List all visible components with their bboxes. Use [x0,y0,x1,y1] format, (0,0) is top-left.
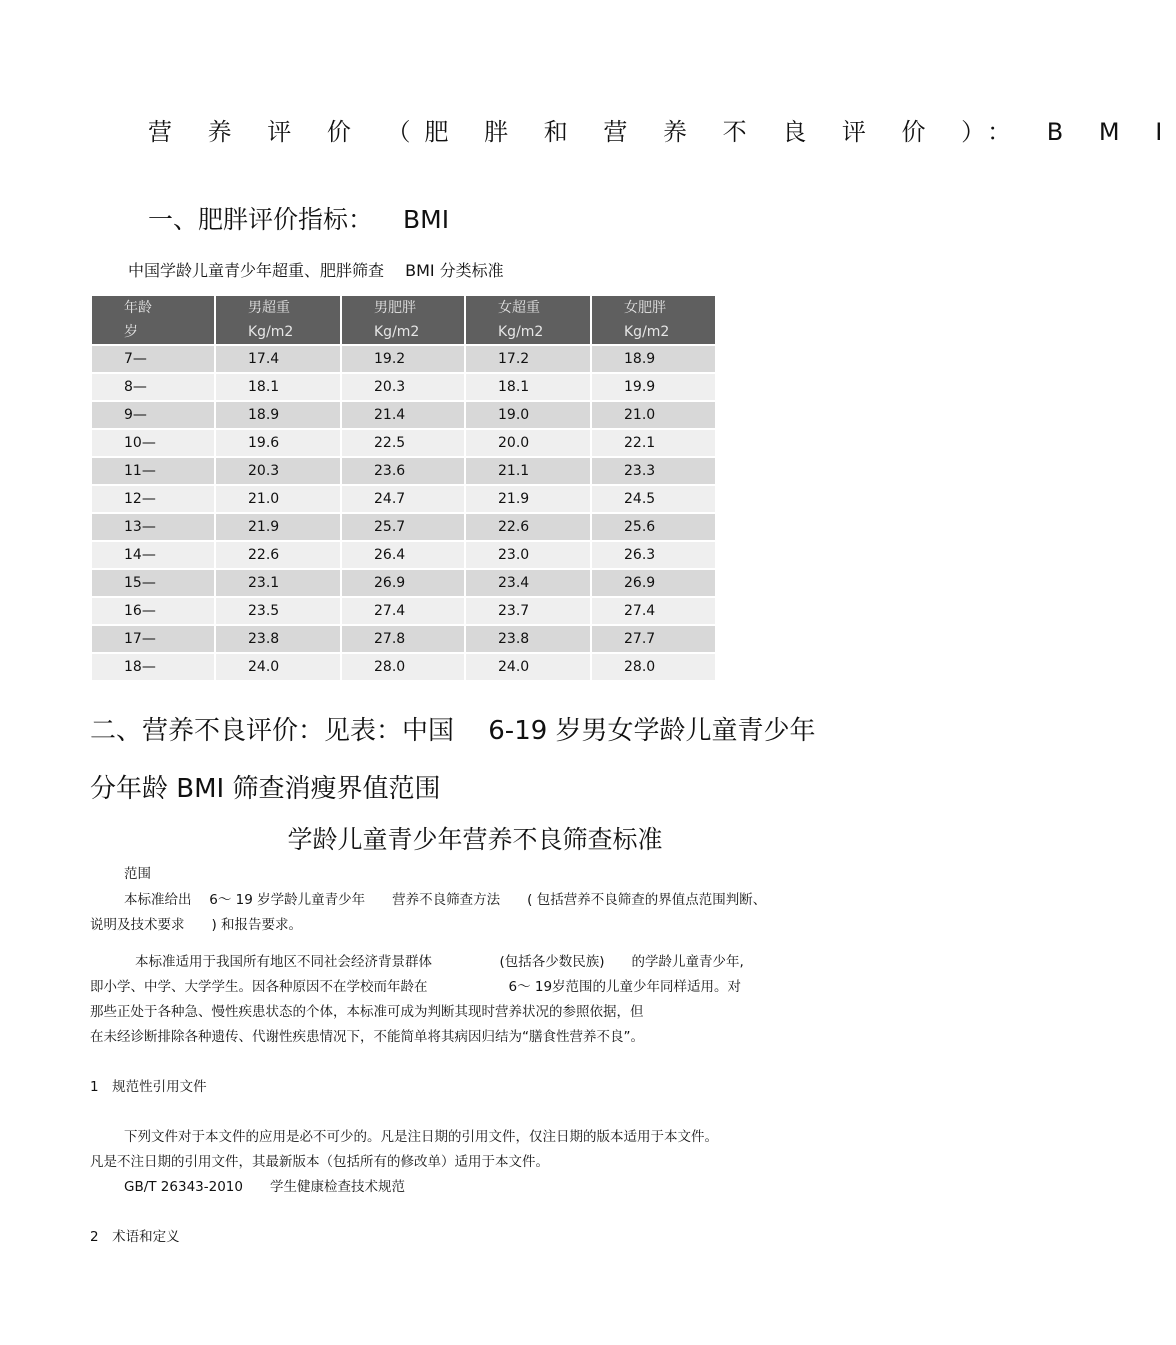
table-row [92,514,715,540]
table-cell: 18.9 [216,402,340,428]
table-cell: 8— [92,374,214,400]
refs-paragraph-line: 下列文件对于本文件的应用是必不可少的。凡是注日期的引用文件，仅注日期的版本适用于本文件。 [124,1129,718,1145]
table-row [92,486,715,512]
table-cell: 23.5 [216,598,340,624]
table-row [92,542,715,568]
table-cell: 12— [92,486,214,512]
table-cell: 21.0 [216,486,340,512]
table-cell: 21.1 [466,458,590,484]
table-cell: 21.9 [466,486,590,512]
scope-paragraph-line: 本标准给出 6～ 19 岁学龄儿童青少年 营养不良筛查方法 ( 包括营养不良筛查的界值点范围判断、 [124,892,767,908]
table-cell: 19.9 [592,374,715,400]
section-heading-text: 一、肥胖评价指标： [148,205,374,234]
table-cell: 19.6 [216,430,340,456]
terms-heading: 2 术语和定义 [90,1229,180,1245]
table-cell: 23.3 [592,458,715,484]
table-cell: 16— [92,598,214,624]
header-line: Kg/m2 [374,324,420,340]
table-row [92,374,715,400]
table-row [92,458,715,484]
scope-paragraph-line: 说明及技术要求 ) 和报告要求。 [90,917,303,933]
table-cell: 15— [92,570,214,596]
table-cell: 14— [92,542,214,568]
table-row [92,570,715,596]
table-cell: 19.0 [466,402,590,428]
table-cell: 17.2 [466,346,590,372]
table-cell: 28.0 [342,654,464,680]
table-cell: 18.9 [592,346,715,372]
table-cell: 27.7 [592,626,715,652]
table-cell: 23.6 [342,458,464,484]
table-caption: 中国学龄儿童青少年超重、肥胖筛查 BMI 分类标准 [128,261,504,280]
table-cell: 22.1 [592,430,715,456]
table-cell: 22.5 [342,430,464,456]
section-heading-obesity [148,200,449,236]
table-row [92,402,715,428]
table-cell: 23.1 [216,570,340,596]
table-cell: 21.4 [342,402,464,428]
table-cell: 18.1 [466,374,590,400]
section-heading-latin: BMI [403,205,450,234]
header-line: Kg/m2 [624,324,670,340]
table-cell: 20.3 [342,374,464,400]
table-cell: 27.8 [342,626,464,652]
table-cell: 23.8 [466,626,590,652]
header-female-overweight [466,296,590,344]
table-cell: 21.9 [216,514,340,540]
table-cell: 19.2 [342,346,464,372]
scope-label: 范围 [124,866,151,882]
header-male-obese [342,296,464,344]
refs-item: GB/T 26343-2010 学生健康检查技术规范 [124,1179,405,1195]
scope-paragraph-line: 本标准适用于我国所有地区不同社会经济背景群体 (包括各少数民族) 的学龄儿童青少年, [135,954,744,970]
table-row [92,346,715,372]
scope-paragraph-line: 那些正处于各种急、慢性疾患状态的个体，本标准可成为判断其现时营养状况的参照依据，但 [90,1004,644,1020]
bmi-table [90,294,717,682]
header-line: 岁 [124,324,138,340]
header-line: 男肥胖 [374,300,416,316]
table-cell: 18— [92,654,214,680]
table-cell: 20.3 [216,458,340,484]
table-row [92,654,715,680]
section-heading-malnutrition: 二、营养不良评价：见表：中国 6-19 岁男女学龄儿童青少年 [90,716,816,746]
refs-paragraph-line: 凡是不注日期的引用文件，其最新版本（包括所有的修改单）适用于本文件。 [90,1154,549,1170]
table-row [92,598,715,624]
table-cell: 17— [92,626,214,652]
table-cell: 23.4 [466,570,590,596]
table-cell: 9— [92,402,214,428]
table-cell: 24.7 [342,486,464,512]
page-title: 营 养 评 价 （肥 胖 和 营 养 不 良 评 价 ）： B M I [148,118,1176,146]
header-line: 年龄 [124,300,152,316]
table-cell: 23.0 [466,542,590,568]
table-row [92,626,715,652]
table-cell: 24.5 [592,486,715,512]
table-cell: 21.0 [592,402,715,428]
table-cell: 25.6 [592,514,715,540]
table-header-row [92,296,715,344]
table-cell: 7— [92,346,214,372]
table-cell: 20.0 [466,430,590,456]
table-cell: 26.9 [592,570,715,596]
table-cell: 27.4 [342,598,464,624]
table-cell: 13— [92,514,214,540]
table-cell: 22.6 [466,514,590,540]
table-cell: 26.9 [342,570,464,596]
section-heading-malnutrition-cont: 分年龄 BMI 筛查消瘦界值范围 [90,774,441,804]
header-line: Kg/m2 [248,324,294,340]
table-row [92,430,715,456]
table-cell: 22.6 [216,542,340,568]
table-cell: 27.4 [592,598,715,624]
table-cell: 26.4 [342,542,464,568]
header-line: 女肥胖 [624,300,666,316]
scope-paragraph-line: 即小学、中学、大学学生。因各种原因不在学校而年龄在 6～ 19岁范围的儿童少年同样适用。对 [90,979,742,995]
table-cell: 23.8 [216,626,340,652]
table-cell: 28.0 [592,654,715,680]
table-cell: 17.4 [216,346,340,372]
standard-title: 学龄儿童青少年营养不良筛查标准 [287,825,663,854]
table-cell: 24.0 [466,654,590,680]
table-cell: 18.1 [216,374,340,400]
header-male-overweight [216,296,340,344]
header-age [92,296,214,344]
header-line: 女超重 [498,300,540,316]
table-cell: 11— [92,458,214,484]
header-female-obese [592,296,715,344]
table-cell: 24.0 [216,654,340,680]
table-cell: 25.7 [342,514,464,540]
table-cell: 23.7 [466,598,590,624]
header-line: Kg/m2 [498,324,544,340]
scope-paragraph-line: 在未经诊断排除各种遗传、代谢性疾患情况下，不能简单将其病因归结为“膳食性营养不良”。 [90,1029,644,1045]
header-line: 男超重 [248,300,290,316]
table-cell: 10— [92,430,214,456]
refs-heading: 1 规范性引用文件 [90,1079,207,1095]
table-cell: 26.3 [592,542,715,568]
